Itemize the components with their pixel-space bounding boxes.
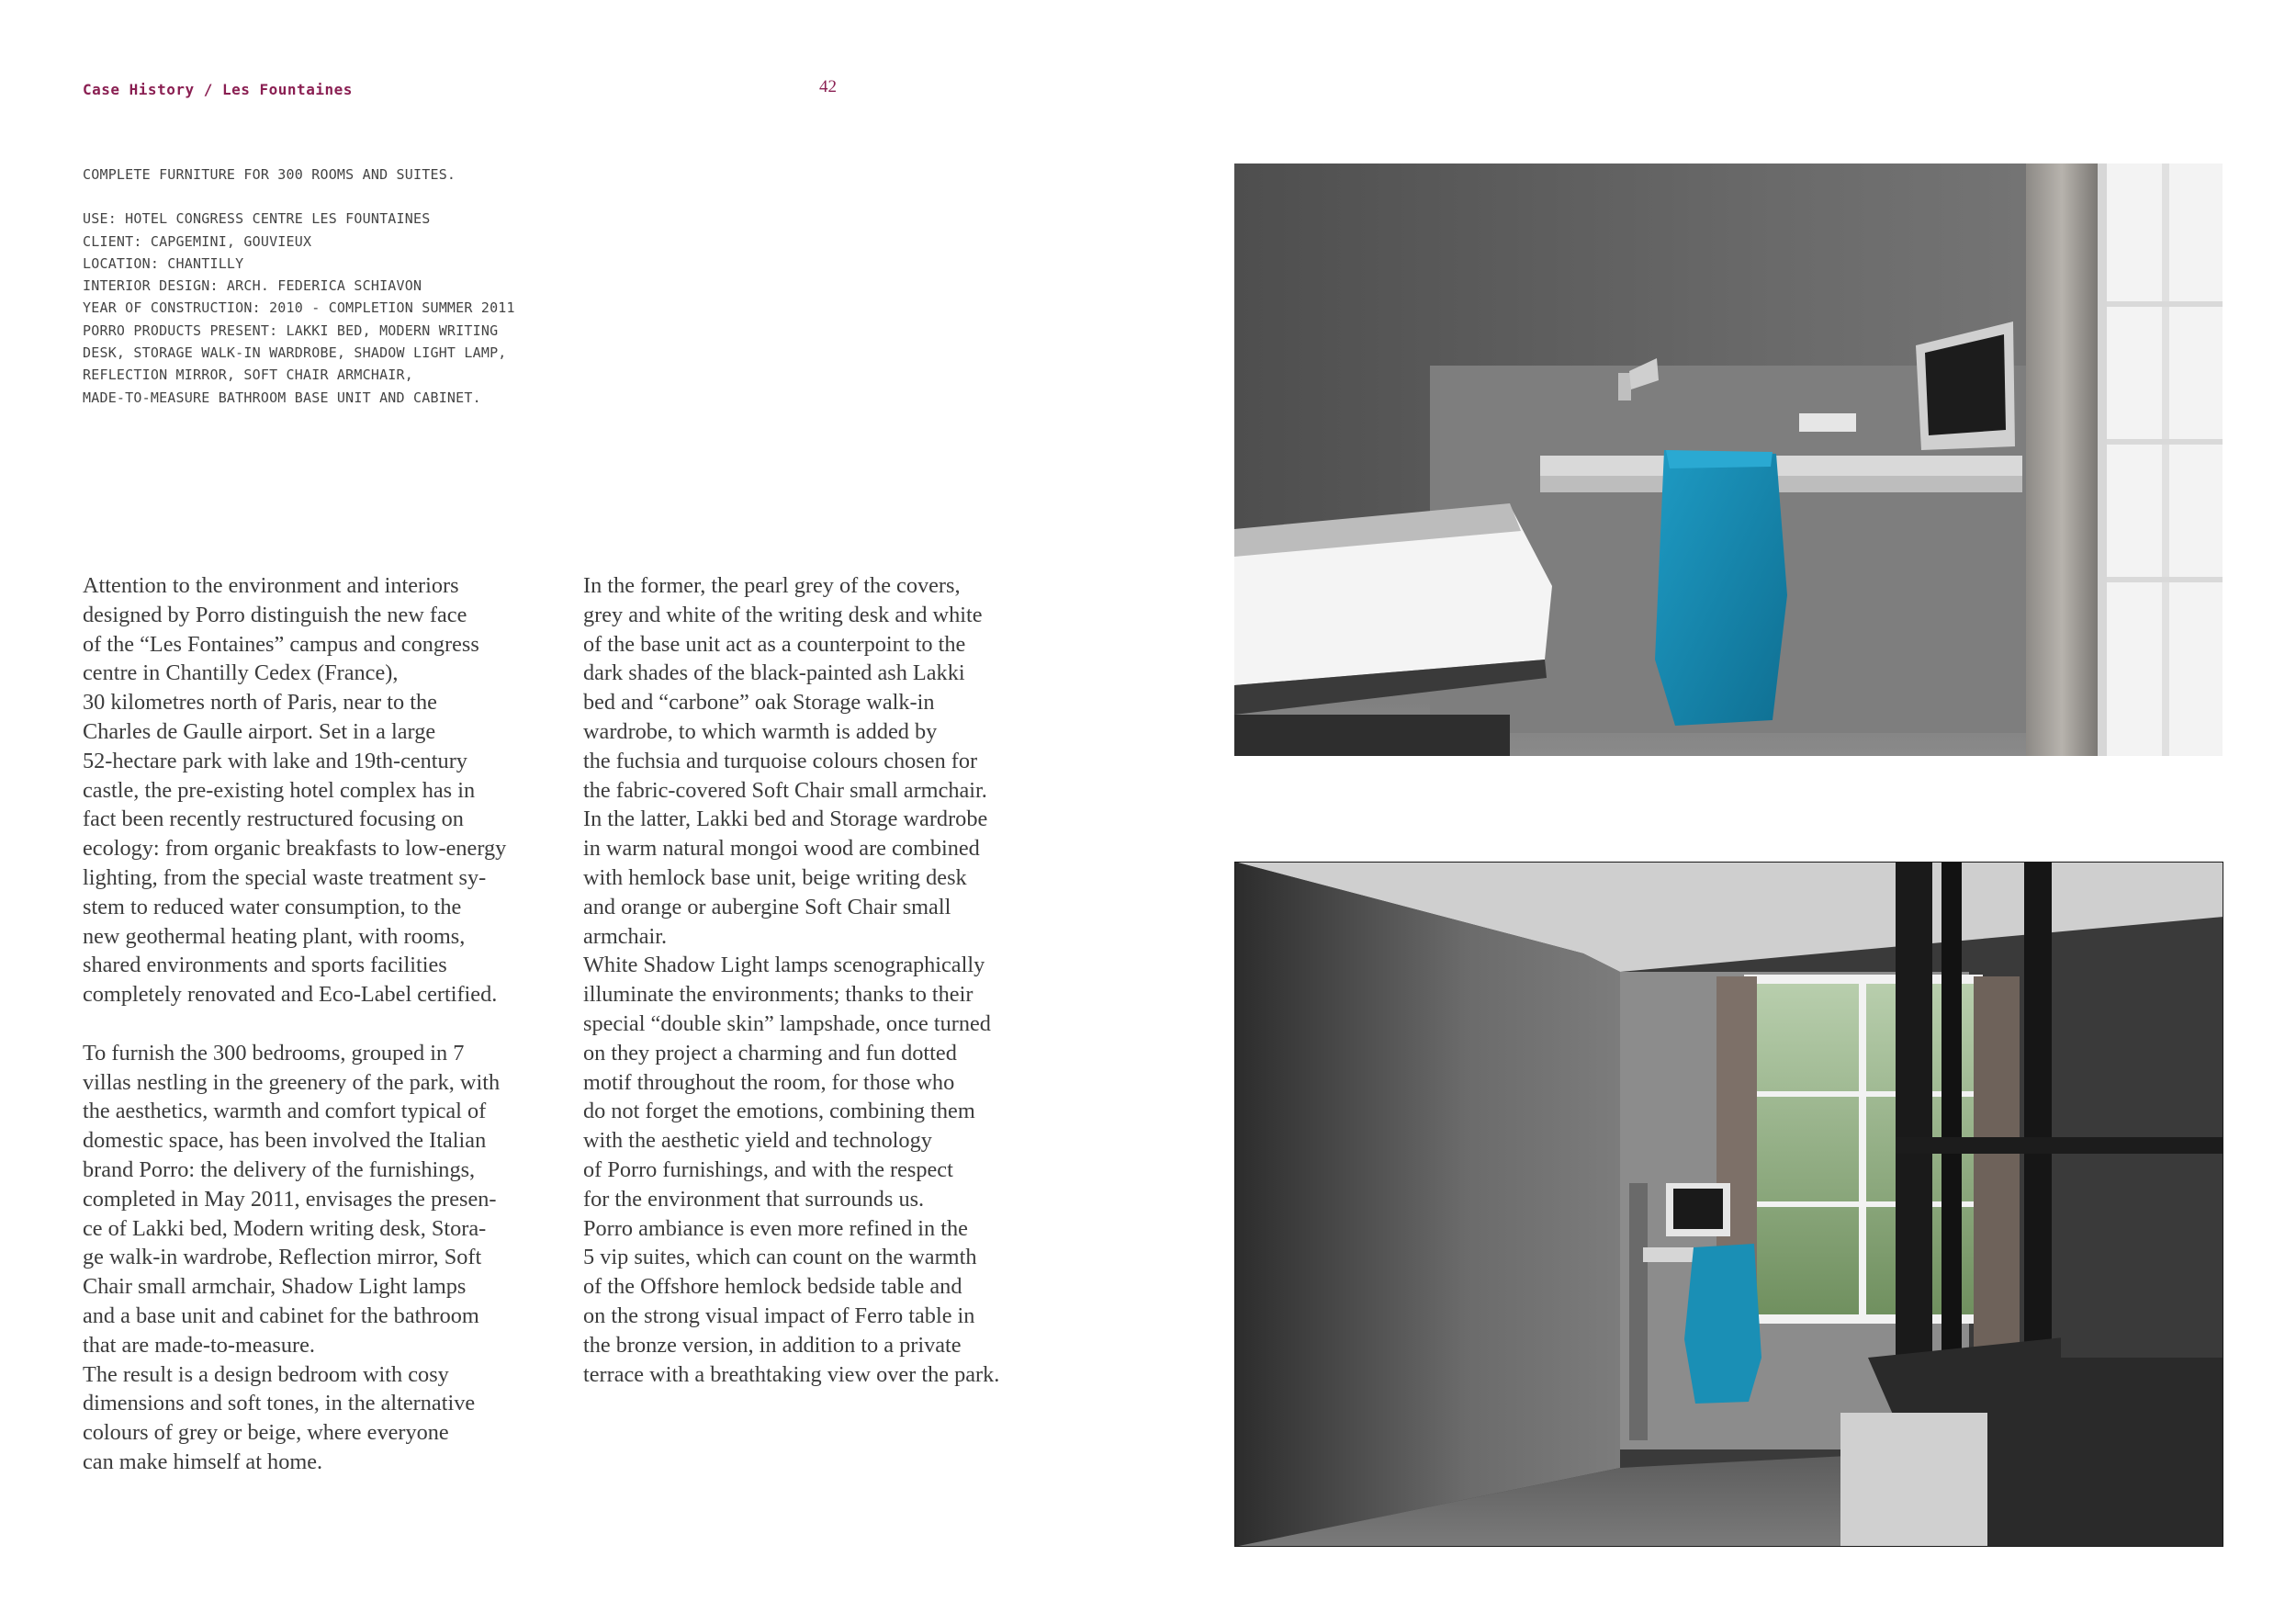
body-line: the fuchsia and turquoise colours chosen for — [583, 748, 978, 773]
body-line: 52-hectare park with lake and 19th-century — [83, 748, 467, 773]
body-line: of the Offshore hemlock bedside table and — [583, 1274, 962, 1300]
spec-line: MADE-TO-MEASURE BATHROOM BASE UNIT AND CABINET. — [83, 389, 481, 406]
body-line: ge walk-in wardrobe, Reflection mirror, Soft — [83, 1245, 482, 1270]
body-line: and orange or aubergine Soft Chair small — [583, 894, 951, 919]
body-line: fact been recently restructured focusing on — [83, 806, 464, 832]
body-line: motif throughout the room, for those who — [583, 1069, 955, 1095]
body-line: In the latter, Lakki bed and Storage wardrobe — [583, 806, 988, 832]
body-line: on they project a charming and fun dotted — [583, 1040, 957, 1066]
body-line: the bronze version, in addition to a private — [583, 1332, 962, 1358]
body-line: illuminate the environments; thanks to their — [583, 982, 974, 1008]
photo-bedroom-desk — [1234, 164, 2223, 756]
body-line: dimensions and soft tones, in the alternative — [83, 1391, 476, 1416]
body-line: lighting, from the special waste treatment sy- — [83, 864, 487, 890]
spec-line: PORRO PRODUCTS PRESENT: LAKKI BED, MODERN WRITING — [83, 321, 499, 339]
body-text-left-column — [83, 571, 579, 1477]
body-line: that are made-to-measure. — [83, 1332, 315, 1358]
body-line: centre in Chantilly Cedex (France), — [83, 660, 399, 686]
spec-line: USE: HOTEL CONGRESS CENTRE LES FOUNTAINES — [83, 210, 431, 228]
body-line: the aesthetics, warmth and comfort typical of — [83, 1099, 487, 1124]
body-line: stem to reduced water consumption, to the — [83, 894, 462, 919]
body-line: Chair small armchair, Shadow Light lamps — [83, 1274, 467, 1300]
body-line: with the aesthetic yield and technology — [583, 1128, 932, 1154]
specs-list — [83, 208, 597, 409]
body-line: villas nestling in the greenery of the park, with — [83, 1069, 501, 1095]
body-line: of the “Les Fontaines” campus and congress — [83, 631, 479, 657]
body-line: completely renovated and Eco-Label certified. — [83, 982, 498, 1008]
body-line: of the base unit act as a counterpoint to the — [583, 631, 966, 657]
body-line: White Shadow Light lamps scenographically — [583, 953, 985, 978]
body-line: 5 vip suites, which can count on the warmth — [583, 1245, 977, 1270]
body-line: colours of grey or beige, where everyone — [83, 1420, 449, 1446]
photo-room-window-view — [1234, 862, 2223, 1547]
body-line: bed and “carbone” oak Storage walk-in — [583, 690, 935, 716]
body-line: To furnish the 300 bedrooms, grouped in 7 — [83, 1040, 465, 1066]
body-line: dark shades of the black-painted ash Lakki — [583, 660, 965, 686]
specs-intro: COMPLETE FURNITURE FOR 300 ROOMS AND SUITES. — [83, 166, 456, 183]
body-line: In the former, the pearl grey of the covers, — [583, 573, 961, 598]
body-line: can make himself at home. — [83, 1449, 323, 1474]
spec-line: CLIENT: CAPGEMINI, GOUVIEUX — [83, 232, 312, 250]
body-line: brand Porro: the delivery of the furnishings, — [83, 1156, 476, 1182]
spec-line: DESK, STORAGE WALK-IN WARDROBE, SHADOW LIGHT LAMP, — [83, 344, 507, 362]
body-line — [83, 1009, 579, 1039]
body-line: shared environments and sports facilities — [83, 953, 447, 978]
body-line: armchair. — [583, 923, 668, 949]
page-number: 42 — [819, 77, 837, 96]
section-header: Case History / Les Fountaines — [83, 81, 353, 98]
body-line: completed in May 2011, envisages the presen- — [83, 1186, 497, 1212]
body-line: domestic space, has been involved the Italian — [83, 1128, 487, 1154]
body-line: for the environment that surrounds us. — [583, 1186, 925, 1212]
body-line: in warm natural mongoi wood are combined — [583, 836, 980, 862]
body-line: the fabric-covered Soft Chair small armchair. — [583, 777, 987, 803]
body-line: grey and white of the writing desk and white — [583, 602, 983, 627]
spec-line: REFLECTION MIRROR, SOFT CHAIR ARMCHAIR, — [83, 367, 413, 384]
spec-line: YEAR OF CONSTRUCTION: 2010 - COMPLETION SUMMER 2011 — [83, 299, 515, 317]
body-line: castle, the pre-existing hotel complex has in — [83, 777, 476, 803]
body-line: new geothermal heating plant, with rooms, — [83, 923, 466, 949]
body-line: designed by Porro distinguish the new face — [83, 602, 467, 627]
project-specs — [83, 164, 597, 409]
body-line: ce of Lakki bed, Modern writing desk, Stora- — [83, 1215, 487, 1241]
body-line: and a base unit and cabinet for the bathroom — [83, 1303, 479, 1328]
body-text-right-column — [583, 571, 1079, 1389]
body-line: terrace with a breathtaking view over the park. — [583, 1361, 1000, 1387]
body-line: ecology: from organic breakfasts to low-energy — [83, 836, 507, 862]
body-line: of Porro furnishings, and with the respect — [583, 1156, 953, 1182]
body-line: Porro ambiance is even more refined in the — [583, 1215, 968, 1241]
body-line: special “double skin” lampshade, once turned — [583, 1010, 991, 1036]
spec-line: INTERIOR DESIGN: ARCH. FEDERICA SCHIAVON — [83, 277, 422, 295]
body-line: Charles de Gaulle airport. Set in a large — [83, 718, 436, 744]
body-line: with hemlock base unit, beige writing desk — [583, 864, 967, 890]
body-line: 30 kilometres north of Paris, near to the — [83, 690, 437, 716]
spec-line: LOCATION: CHANTILLY — [83, 254, 244, 272]
body-line: The result is a design bedroom with cosy — [83, 1361, 449, 1387]
body-line: Attention to the environment and interiors — [83, 573, 459, 598]
body-line: on the strong visual impact of Ferro table in — [583, 1303, 975, 1328]
body-line: wardrobe, to which warmth is added by — [583, 718, 938, 744]
body-line: do not forget the emotions, combining them — [583, 1099, 975, 1124]
